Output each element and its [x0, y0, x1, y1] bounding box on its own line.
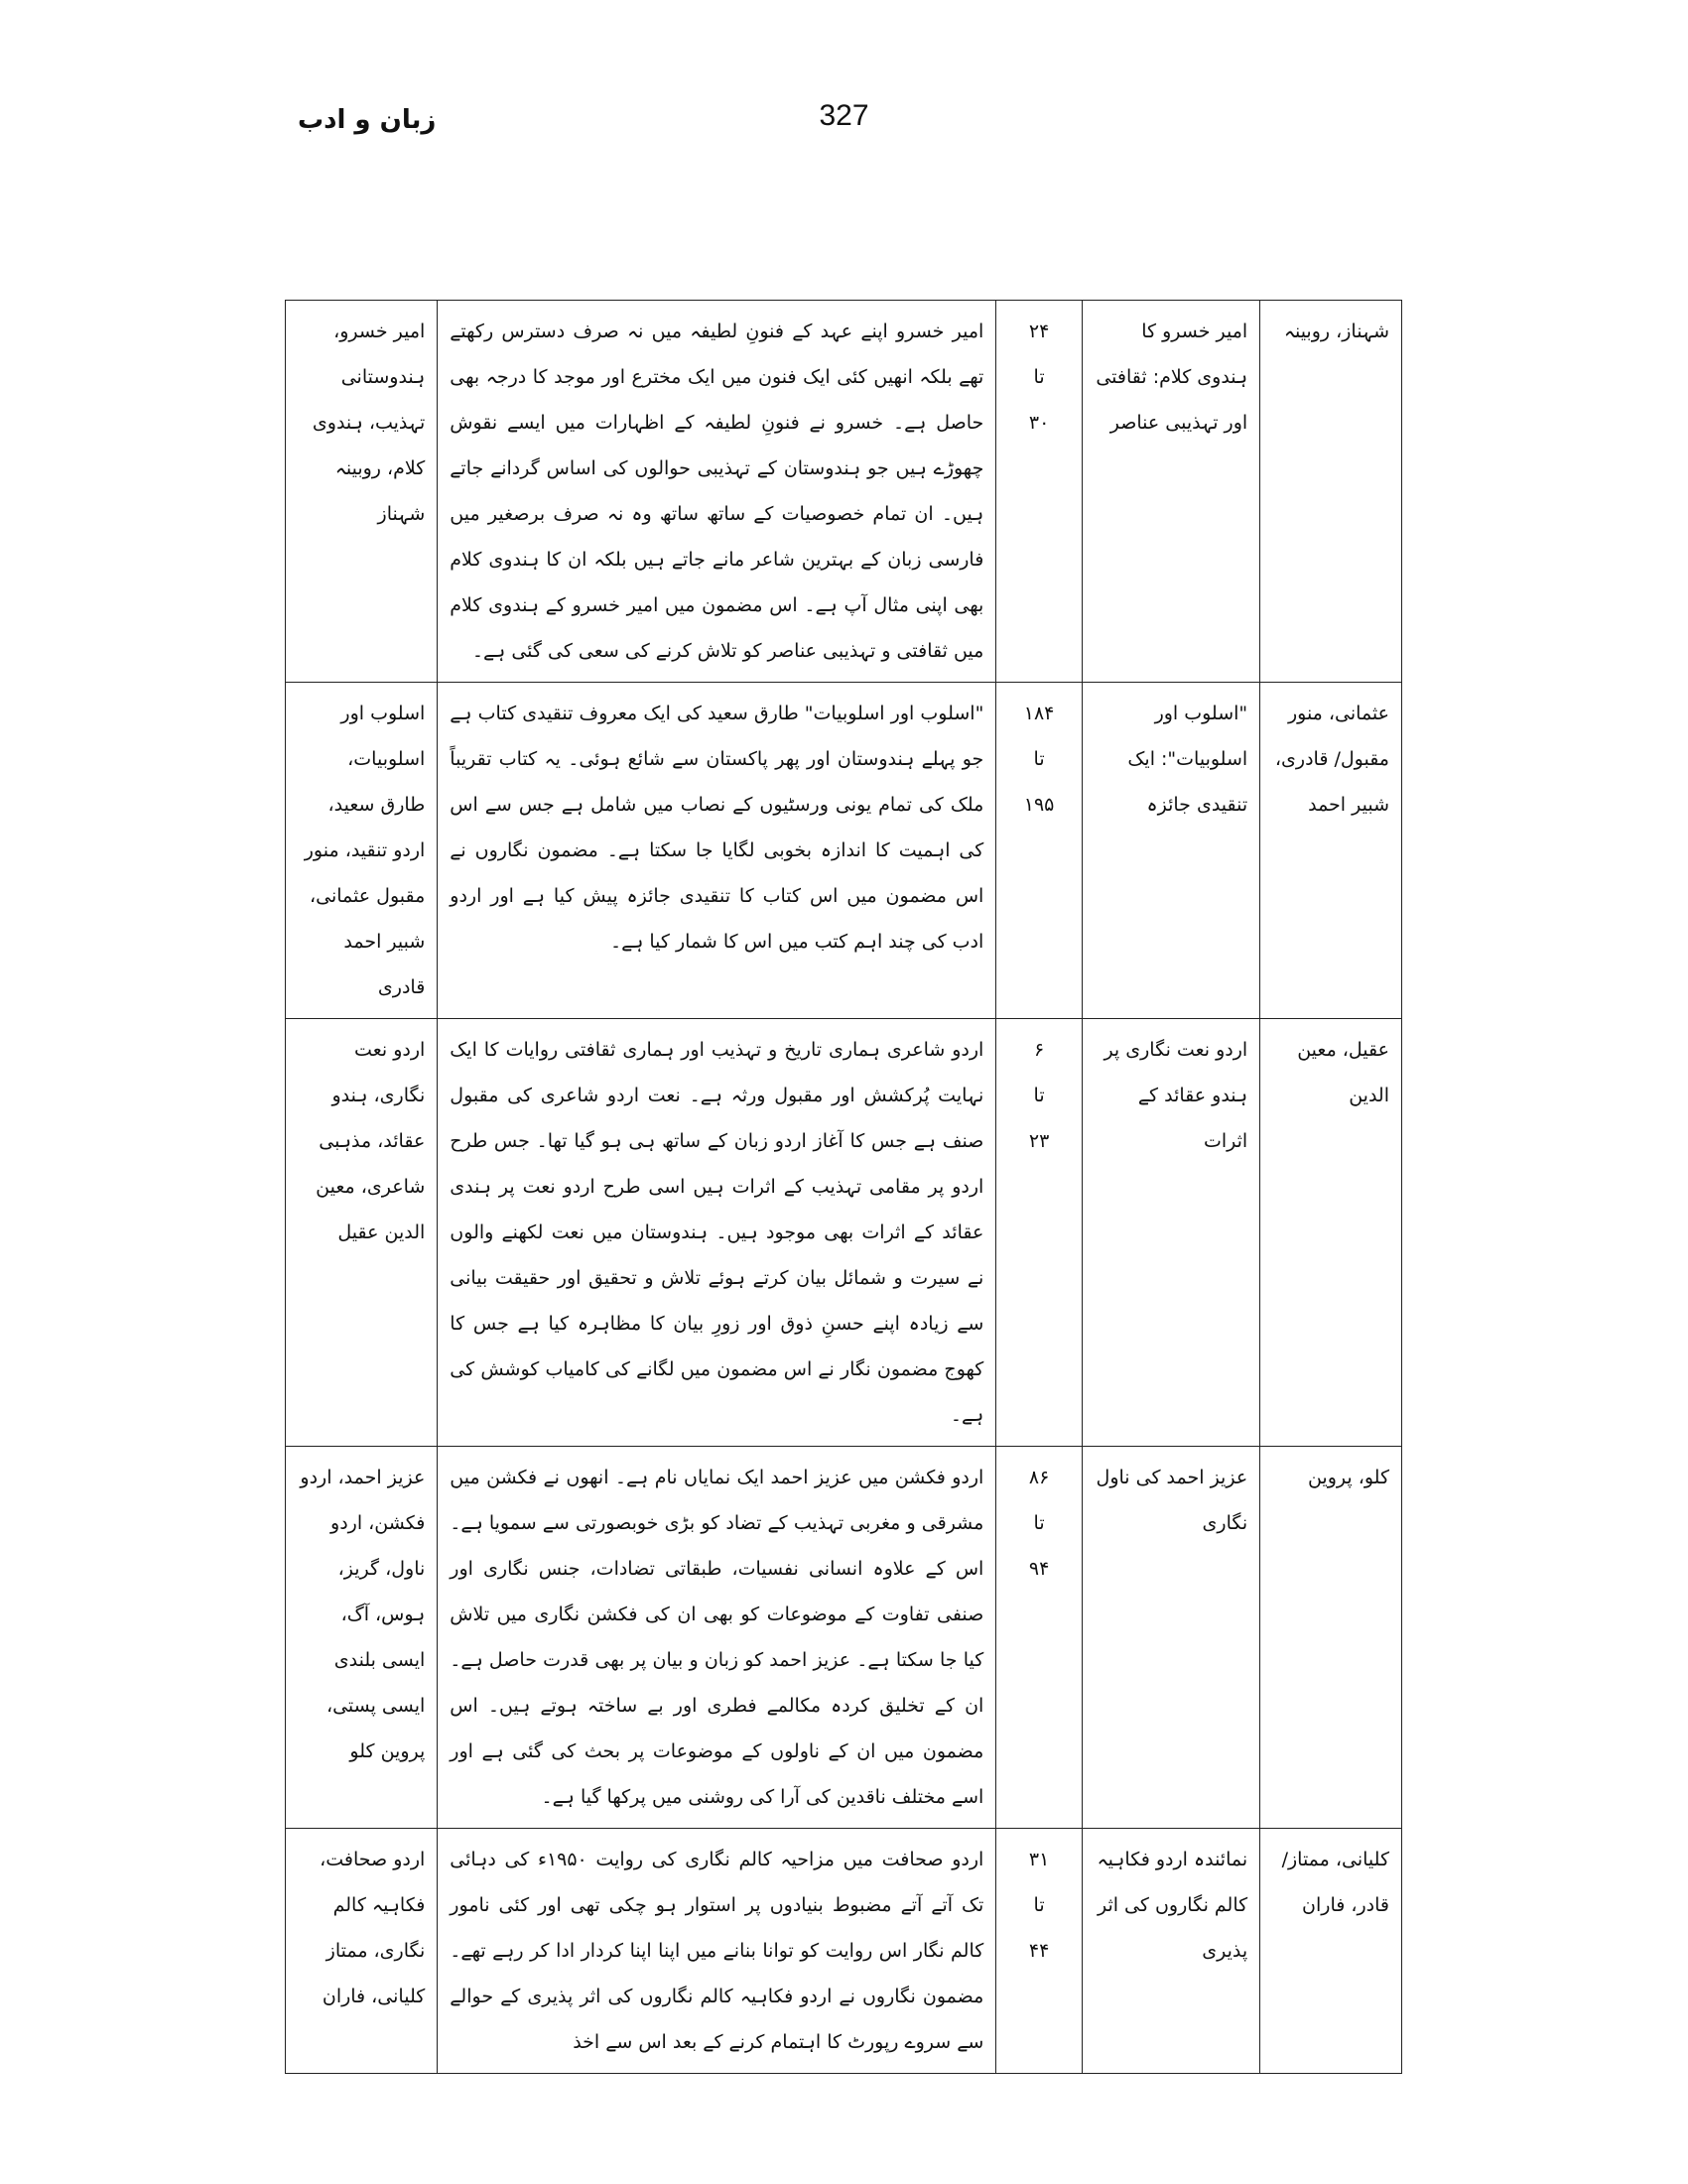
abstract-cell: "اسلوب اور اسلوبیات" طارق سعید کی ایک معروف تنقیدی کتاب ہے جو پہلے ہندوستان اور پھر پاکستان سے شائع ہوئی۔ یہ کتاب تقریباً ملک کی تمام یونی ورسٹیوں کے نصاب میں شامل ہے جس سے اس کی اہمیت کا اندازہ بخوبی لگایا جا سکتا ہے۔ مضمون نگاروں نے اس مضمون میں اس کتاب کا تنقیدی جائزہ پیش کیا ہے اور اردو ادب کی چند اہم کتب میں اس کا شمار کیا ہے۔	[438, 683, 996, 1019]
keywords-cell: عزیز احمد، اردو فکشن، اردو ناول، گریز، ہوس، آگ، ایسی بلندی ایسی پستی، پروین کلو	[286, 1447, 438, 1829]
keywords-cell: امیر خسرو، ہندوستانی تہذیب، ہندوی کلام، روبینہ شہناز	[286, 301, 438, 683]
pages-cell	[996, 301, 1083, 683]
index-table	[285, 300, 1402, 2074]
title-cell: عزیز احمد کی ناول نگاری	[1082, 1447, 1259, 1829]
page-start: ۳۱	[1028, 1849, 1050, 1870]
abstract-cell: اردو فکشن میں عزیز احمد ایک نمایاں نام ہے۔ انھوں نے فکشن میں مشرقی و مغربی تہذیب کے تضاد کو بڑی خوبصورتی سے سمویا ہے۔ اس کے علاوہ انسانی نفسیات، طبقاتی تضادات، جنس نگاری اور صنفی تفاوت کے موضوعات کو بھی ان کی فکشن نگاری میں تلاش کیا جا سکتا ہے۔ عزیز احمد کو زبان و بیان پر بھی قدرت حاصل ہے۔ ان کے تخلیق کردہ مکالمے فطری اور بے ساختہ ہوتے ہیں۔ اس مضمون میں ان کے ناولوں کے موضوعات پر بحث کی گئی ہے اور اسے مختلف ناقدین کی آرا کی روشنی میں پرکھا گیا ہے۔	[438, 1447, 996, 1829]
abstract-cell: اردو شاعری ہماری تاریخ و تہذیب اور ہماری ثقافتی روایات کا ایک نہایت پُرکشش اور مقبول ورثہ ہے۔ نعت اردو شاعری کی مقبول صنف ہے جس کا آغاز اردو زبان کے ساتھ ہی ہو گیا تھا۔ جس طرح اردو پر مقامی تہذیب کے اثرات ہیں اسی طرح اردو نعت پر ہندی عقائد کے اثرات بھی موجود ہیں۔ ہندوستان میں نعت لکھنے والوں نے سیرت و شمائل بیان کرتے ہوئے تلاش و تحقیق اور حقیقت بیانی سے زیادہ اپنے حسنِ ذوق اور زورِ بیان کا مظاہرہ کیا ہے جس کا کھوج مضمون نگار نے اس مضمون میں لگانے کی کامیاب کوشش کی ہے۔	[438, 1019, 996, 1447]
journal-title: زبان و ادب	[298, 105, 437, 135]
page-start: ۱۸۴	[1023, 703, 1055, 724]
keywords-cell: اردو نعت نگاری، ہندو عقائد، مذہبی شاعری، معین الدین عقیل	[286, 1019, 438, 1447]
author-cell: عقیل، معین الدین	[1260, 1019, 1402, 1447]
page-end: ۳۰	[1028, 412, 1050, 434]
title-cell: اردو نعت نگاری پر ہندو عقائد کے اثرات	[1082, 1019, 1259, 1447]
page-separator: تا	[1033, 1894, 1045, 1916]
keywords-cell: اسلوب اور اسلوبیات، طارق سعید، اردو تنقید، منور مقبول عثمانی، شبیر احمد قادری	[286, 683, 438, 1019]
page-separator: تا	[1033, 1085, 1045, 1106]
page-number: 327	[819, 99, 869, 132]
page-header	[0, 99, 1688, 159]
page-separator: تا	[1033, 366, 1045, 388]
page-start: ۸۶	[1028, 1467, 1050, 1488]
author-cell: کلو، پروین	[1260, 1447, 1402, 1829]
page-end: ۲۳	[1028, 1130, 1050, 1152]
page-separator: تا	[1033, 1512, 1045, 1534]
author-cell: کلیانی، ممتاز/ قادر، فاران	[1260, 1829, 1402, 2074]
author-cell: شہناز، روبینہ	[1260, 301, 1402, 683]
page-end: ۹۴	[1028, 1558, 1050, 1580]
author-cell: عثمانی، منور مقبول/ قادری، شبیر احمد	[1260, 683, 1402, 1019]
pages-cell	[996, 1019, 1083, 1447]
abstract-cell: امیر خسرو اپنے عہد کے فنونِ لطیفہ میں نہ صرف دسترس رکھتے تھے بلکہ انھیں کئی ایک فنون میں ایک مخترع اور موجد کا درجہ بھی حاصل ہے۔ خسرو نے فنونِ لطیفہ کے اظہارات میں ایسے نقوش چھوڑے ہیں جو ہندوستان کے تہذیبی حوالوں کی اساس گردانے جاتے ہیں۔ ان تمام خصوصیات کے ساتھ ساتھ وہ نہ صرف برصغیر میں فارسی زبان کے بہترین شاعر مانے جاتے ہیں بلکہ ان کا ہندوی کلام بھی اپنی مثال آپ ہے۔ اس مضمون میں امیر خسرو کے ہندوی کلام میں ثقافتی و تہذیبی عناصر کو تلاش کرنے کی سعی کی گئی ہے۔	[438, 301, 996, 683]
table-row	[286, 1829, 1402, 2074]
table-row	[286, 1447, 1402, 1829]
keywords-cell: اردو صحافت، فکاہیہ کالم نگاری، ممتاز کلیانی، فاران	[286, 1829, 438, 2074]
table-row	[286, 301, 1402, 683]
table-row	[286, 683, 1402, 1019]
pages-cell	[996, 1829, 1083, 2074]
page-end: ۴۴	[1028, 1940, 1050, 1962]
page-separator: تا	[1033, 748, 1045, 770]
abstract-cell: اردو صحافت میں مزاحیہ کالم نگاری کی روایت ۱۹۵۰ء کی دہائی تک آتے آتے مضبوط بنیادوں پر استوار ہو چکی تھی اور کئی نامور کالم نگار اس روایت کو توانا بنانے میں اپنا اپنا کردار ادا کر رہے تھے۔ مضمون نگاروں نے اردو فکاہیہ کالم نگاروں کی اثر پذیری کے حوالے سے سروے رپورٹ کا اہتمام کرنے کے بعد اس سے اخذ	[438, 1829, 996, 2074]
page-start: ۶	[1033, 1039, 1045, 1061]
page-end: ۱۹۵	[1023, 794, 1055, 816]
title-cell: نمائندہ اردو فکاہیہ کالم نگاروں کی اثر پذیری	[1082, 1829, 1259, 2074]
page-start: ۲۴	[1028, 321, 1050, 342]
pages-cell	[996, 683, 1083, 1019]
pages-cell	[996, 1447, 1083, 1829]
title-cell: امیر خسرو کا ہندوی کلام: ثقافتی اور تہذیبی عناصر	[1082, 301, 1259, 683]
title-cell: "اسلوب اور اسلوبیات": ایک تنقیدی جائزہ	[1082, 683, 1259, 1019]
table-row	[286, 1019, 1402, 1447]
